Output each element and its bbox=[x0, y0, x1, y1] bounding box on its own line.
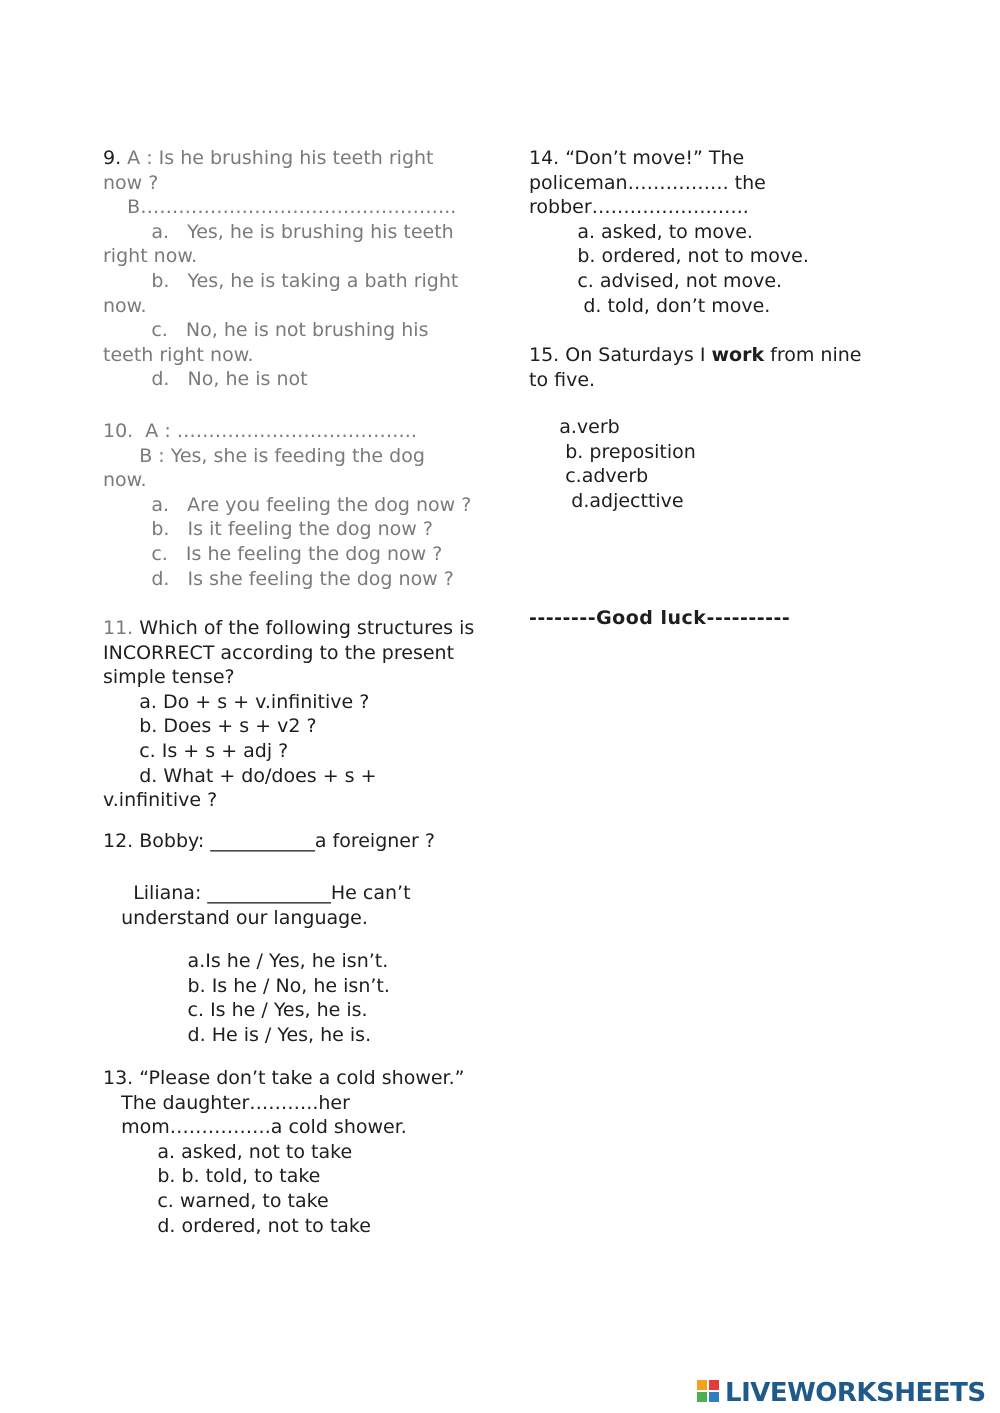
q11-option-b: b. Does + s + v2 ? bbox=[103, 715, 317, 738]
q11-question: Which of the following structures is bbox=[133, 617, 475, 639]
logo-square-1 bbox=[697, 1380, 707, 1390]
q10-option-c: c. Is he feeling the dog now ? bbox=[103, 542, 443, 565]
q10-option-a: a. Are you feeling the dog now ? bbox=[103, 493, 472, 516]
q11-question-line2: INCORRECT according to the present bbox=[103, 641, 455, 664]
q15-question-start: 15. On Saturdays I bbox=[529, 344, 712, 366]
q13-question-line2: The daughter………..her bbox=[103, 1091, 350, 1114]
logo-mark-icon bbox=[697, 1380, 723, 1406]
q15-option-a: a.verb bbox=[529, 416, 620, 438]
q10-line-b: B : Yes, she is feeding the dog bbox=[103, 444, 425, 467]
question-13 bbox=[103, 1066, 465, 1238]
question-14 bbox=[529, 146, 809, 318]
q11-option-d-cont: v.infinitive ? bbox=[103, 789, 218, 812]
q14-question-line3: robber………………..….. bbox=[529, 196, 749, 219]
question-11 bbox=[103, 616, 474, 813]
logo-text: LIVEWORKSHEETS bbox=[725, 1378, 986, 1408]
q14-option-a: a. asked, to move. bbox=[529, 220, 753, 243]
question-12-response bbox=[103, 881, 411, 930]
q13-question: 13. “Please don’t take a cold shower.” bbox=[103, 1067, 465, 1089]
q9-question-cont: now ? bbox=[103, 171, 159, 194]
q13-option-c: c. warned, to take bbox=[103, 1189, 329, 1212]
q12-liliana-line: Liliana: _____________He can’t bbox=[103, 882, 411, 904]
q9-question: A : Is he brushing his teeth right bbox=[121, 147, 434, 169]
q11-option-c: c. Is + s + adj ? bbox=[103, 739, 289, 762]
q9-option-b: b. Yes, he is taking a bath right bbox=[103, 269, 459, 292]
q10-line-b-cont: now. bbox=[103, 469, 147, 492]
q9-option-c: c. No, he is not brushing his bbox=[103, 319, 429, 342]
q9-answer-line: B………………………………………….. bbox=[103, 196, 457, 219]
q9-option-a-cont: right now. bbox=[103, 245, 198, 268]
q12-liliana-cont: understand our language. bbox=[103, 906, 368, 929]
q15-option-d: d.adjecttive bbox=[529, 489, 684, 512]
q11-option-d: d. What + do/does + s + bbox=[103, 764, 377, 787]
q11-option-a: a. Do + s + v.infinitive ? bbox=[103, 690, 370, 713]
q11-number: 11. bbox=[103, 617, 134, 639]
q13-option-a: a. asked, not to take bbox=[103, 1140, 353, 1163]
q11-question-line3: simple tense? bbox=[103, 666, 235, 689]
q13-option-b: b. b. told, to take bbox=[103, 1165, 321, 1188]
q15-bold-word: work bbox=[711, 344, 765, 366]
q9-number: 9. bbox=[103, 147, 122, 169]
q12-bobby-line: 12. Bobby: ___________a foreigner ? bbox=[103, 830, 435, 852]
q12-option-a: a.Is he / Yes, he isn’t. bbox=[103, 950, 389, 972]
logo-square-4 bbox=[709, 1392, 719, 1402]
q15-question-end: from nine bbox=[764, 344, 862, 366]
q12-option-c: c. Is he / Yes, he is. bbox=[103, 999, 368, 1022]
q13-question-line3: mom…………….a cold shower. bbox=[103, 1116, 407, 1139]
q9-option-d: d. No, he is not bbox=[103, 368, 308, 391]
q15-question-line2: to five. bbox=[529, 368, 596, 391]
q14-option-c: c. advised, not move. bbox=[529, 269, 783, 292]
q9-option-b-cont: now. bbox=[103, 294, 147, 317]
q14-option-b: b. ordered, not to move. bbox=[529, 245, 809, 268]
question-15 bbox=[529, 343, 861, 392]
question-12-options bbox=[103, 949, 390, 1047]
q10-line-a: 10. A : ……………………………….. bbox=[103, 420, 417, 442]
q14-question-line2: policeman……………. the bbox=[529, 171, 766, 194]
q14-option-d: d. told, don’t move. bbox=[529, 294, 771, 317]
logo-square-3 bbox=[697, 1392, 707, 1402]
q9-option-a: a. Yes, he is brushing his teeth bbox=[103, 220, 454, 243]
question-10 bbox=[103, 419, 471, 591]
question-15-options bbox=[529, 415, 696, 513]
q15-option-c: c.adverb bbox=[529, 465, 649, 488]
question-12 bbox=[103, 829, 435, 854]
liveworksheets-logo bbox=[697, 1378, 986, 1408]
q12-option-d: d. He is / Yes, he is. bbox=[103, 1023, 372, 1046]
question-9 bbox=[103, 146, 458, 392]
q9-option-c-cont: teeth right now. bbox=[103, 343, 254, 366]
q13-option-d: d. ordered, not to take bbox=[103, 1214, 371, 1237]
q10-option-d: d. Is she feeling the dog now ? bbox=[103, 567, 454, 590]
q15-option-b: b. preposition bbox=[529, 440, 696, 463]
q10-option-b: b. Is it feeling the dog now ? bbox=[103, 518, 433, 541]
logo-square-2 bbox=[709, 1380, 719, 1390]
good-luck-text: --------Good luck---------- bbox=[529, 607, 791, 629]
q12-option-b: b. Is he / No, he isn’t. bbox=[103, 974, 390, 997]
q14-question: 14. “Don’t move!” The bbox=[529, 147, 745, 169]
